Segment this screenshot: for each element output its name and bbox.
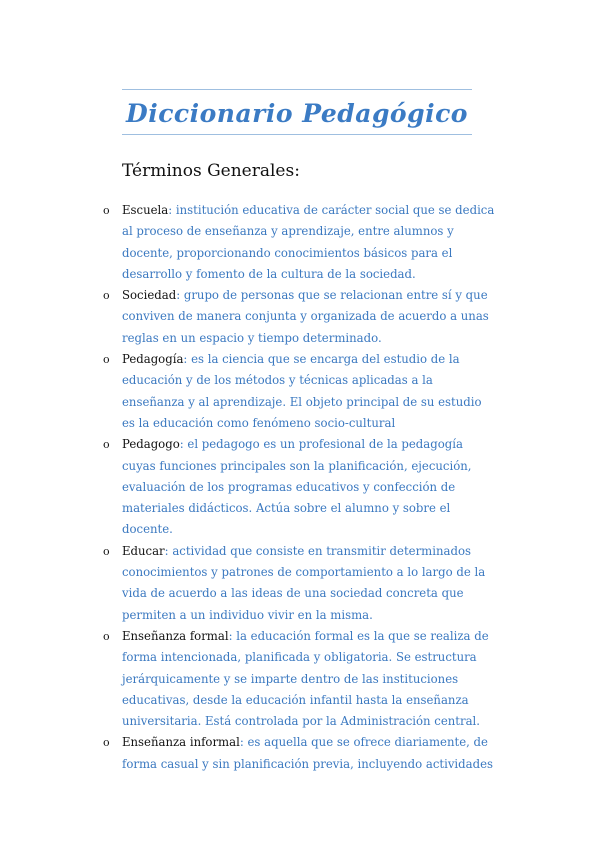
term-colon: : (164, 543, 173, 558)
title-bottom-rule (122, 134, 472, 135)
term-colon: : (239, 735, 248, 750)
term-definition: actividad que consiste en transmitir determinados conocimientos y patrones de comportamiento a lo largo de la vida de acuerdo a las ideas de una sociedad concreta que permiten a un individuo vivir en la misma. (122, 543, 486, 622)
bullet-icon: o (103, 438, 110, 452)
term-item-educar (103, 541, 498, 626)
document-title: Diccionario Pedagógico (126, 99, 468, 128)
term-label: Pedagogo (122, 437, 180, 452)
bullet-icon: o (103, 289, 110, 303)
term-list (103, 200, 498, 775)
term-item-sociedad (103, 285, 498, 349)
term-definition: es aquella que se ofrece diariamente, de forma casual y sin planificación previa, incluyendo actividades (122, 735, 494, 771)
term-colon: : (176, 288, 184, 303)
term-item-escuela (103, 200, 498, 285)
term-label: Escuela (122, 203, 169, 217)
bullet-icon: o (103, 736, 110, 750)
bullet-icon: o (103, 629, 110, 643)
section-heading: Términos Generales: (122, 161, 300, 181)
title-top-rule (122, 89, 472, 90)
bullet-icon: o (103, 204, 110, 217)
term-item-pedagogo (103, 434, 498, 540)
bullet-icon: o (103, 353, 110, 367)
term-definition: el pedagogo es un profesional de la pedagogía cuyas funciones principales son la planificación, ejecución, evaluación de los programas educativos y confección de materiales didácticos. Actúa sobre el alumno y sobre el docente. (122, 437, 472, 537)
bullet-icon: o (103, 544, 110, 558)
term-label: Educar (122, 543, 165, 558)
term-colon: : (228, 628, 237, 643)
term-item-pedagogia (103, 349, 498, 434)
term-label: Enseñanza informal (122, 735, 240, 750)
term-item-ensenanza-informal (103, 732, 498, 775)
term-definition: grupo de personas que se relacionan entre sí y que conviven de manera conjunta y organizada de acuerdo a unas reglas en un espacio y tiempo determinado. (122, 288, 489, 345)
term-item-ensenanza-formal (103, 626, 498, 732)
term-definition: es la ciencia que se encarga del estudio de la educación y de los métodos y técnicas aplicadas a la enseñanza y al aprendizaje. El objeto principal de su estudio es la educación como fenómeno socio-cultural (122, 352, 482, 430)
term-definition: la educación formal es la que se realiza de forma intencionada, planificada y obligatoria. Se estructura jerárquicamente y se imparte dentro de las instituciones educativas, desde la educación infantil hasta la enseñanza universitaria. Está controlada por la Administración central. (122, 628, 489, 729)
term-colon: : (168, 203, 176, 217)
term-label: Pedagogía (122, 352, 184, 367)
term-label: Enseñanza formal (122, 628, 229, 643)
term-definition: institución educativa de carácter social que se dedica al proceso de enseñanza y aprendizaje, entre alumnos y docente, proporcionando conocimientos básicos para el desarrollo y fomento de la cultura de la sociedad. (122, 203, 495, 281)
term-colon: : (179, 437, 188, 452)
title-block (122, 89, 472, 135)
term-colon: : (183, 352, 192, 367)
term-label: Sociedad (122, 288, 177, 303)
